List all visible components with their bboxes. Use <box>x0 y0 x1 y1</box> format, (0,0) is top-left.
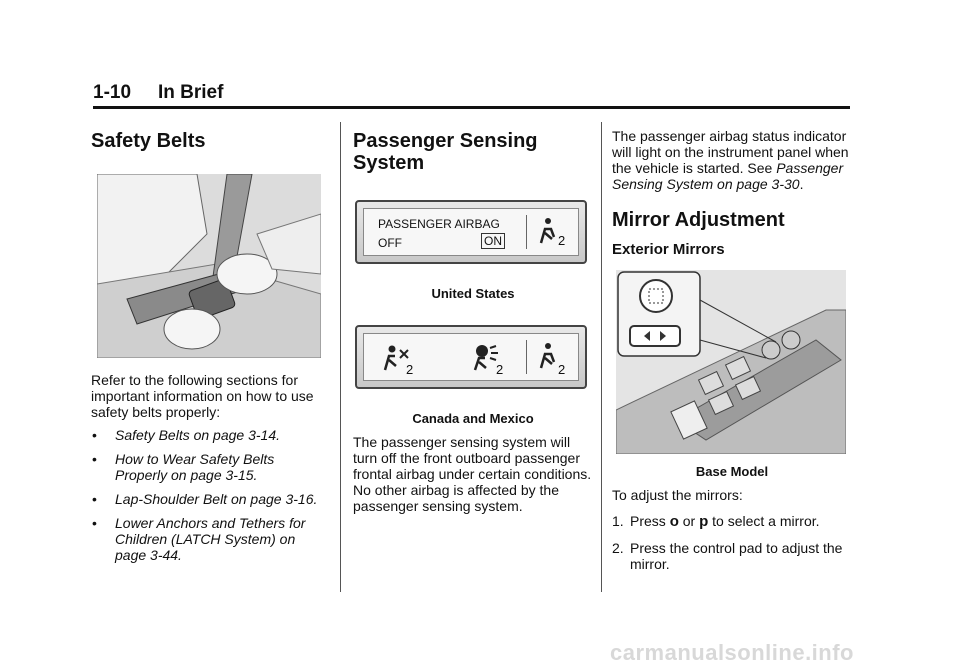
mirror-adjustment-heading: Mirror Adjustment <box>612 209 785 231</box>
column-mirror <box>612 128 852 582</box>
bullet: • <box>92 515 97 531</box>
passenger-sensing-heading: Passenger Sensing System <box>353 130 538 174</box>
page-number: 1-10 <box>93 82 132 103</box>
link-item[interactable]: • Safety Belts on page 3-14. <box>92 427 280 443</box>
seat-number: 2 <box>558 362 566 377</box>
exterior-mirrors-heading: Exterior Mirrors <box>612 241 725 258</box>
seat-number: 2 <box>406 362 414 377</box>
airbag-status-body: The passenger airbag status indicator will light on the instrument panel when the vehicle is started. See Passenger Sensing System on page 3-30. <box>612 128 849 192</box>
column-divider <box>340 122 341 592</box>
step-item: 2. Press the control pad to adjust the mirror. <box>612 540 843 572</box>
passenger-sensing-body: The passenger sensing system will turn off the front outboard passenger frontal airbag under certain conditions. No other airbag is affected by the passenger sensing system. <box>353 434 592 514</box>
column-safety-belts <box>91 122 327 571</box>
link-item[interactable]: • Lower Anchors and Tethers for Children (LATCH System) on page 3-44. <box>92 515 306 563</box>
mirror-steps <box>612 513 852 572</box>
watermark: carmanualsonline.info <box>610 640 854 665</box>
safety-belts-heading: Safety Belts <box>91 130 206 152</box>
column-passenger-sensing <box>353 122 593 514</box>
cross-reference-link[interactable]: Passenger Sensing System on page 3-30 <box>612 160 844 192</box>
bullet: • <box>92 427 97 443</box>
safety-belts-links <box>91 427 327 563</box>
seatbelt-illustration <box>97 174 321 358</box>
link-item[interactable]: • How to Wear Safety Belts Properly on page 3-15. <box>92 451 275 483</box>
panel-label: PASSENGER AIRBAG <box>378 217 500 231</box>
adjust-intro: To adjust the mirrors: <box>612 487 743 503</box>
section-title: In Brief <box>158 82 224 103</box>
panel-seat-number: 2 <box>558 233 566 248</box>
mirror-left-glyph: o <box>669 513 679 530</box>
page-header <box>93 80 850 109</box>
panel-separator <box>526 340 527 374</box>
caption-united-states: United States <box>431 286 515 301</box>
passenger-seat-icon <box>536 342 558 370</box>
panel-separator <box>526 215 527 249</box>
panel-off-label: OFF <box>378 236 402 250</box>
panel-on-label: ON <box>481 233 505 249</box>
us-indicator-panel <box>355 200 587 264</box>
safety-belts-intro: Refer to the following sections for important information on how to use safety belts properly: <box>91 372 314 420</box>
bullet: • <box>92 451 97 467</box>
mirror-right-glyph: p <box>699 513 709 530</box>
link-item[interactable]: • Lap-Shoulder Belt on page 3-16. <box>92 491 318 507</box>
seatbelt-drawing <box>97 174 321 358</box>
canada-indicator-panel <box>355 325 587 389</box>
caption-base-model: Base Model <box>695 464 769 479</box>
bullet: • <box>92 491 97 507</box>
mirror-switch-drawing <box>616 270 846 454</box>
caption-canada-mexico: Canada and Mexico <box>412 411 534 426</box>
passenger-airbag-icon <box>536 217 558 245</box>
seat-number: 2 <box>496 362 504 377</box>
column-divider <box>601 122 602 592</box>
mirror-control-illustration <box>616 270 846 454</box>
step-item: 1. Press o or p to select a mirror. <box>612 513 820 530</box>
